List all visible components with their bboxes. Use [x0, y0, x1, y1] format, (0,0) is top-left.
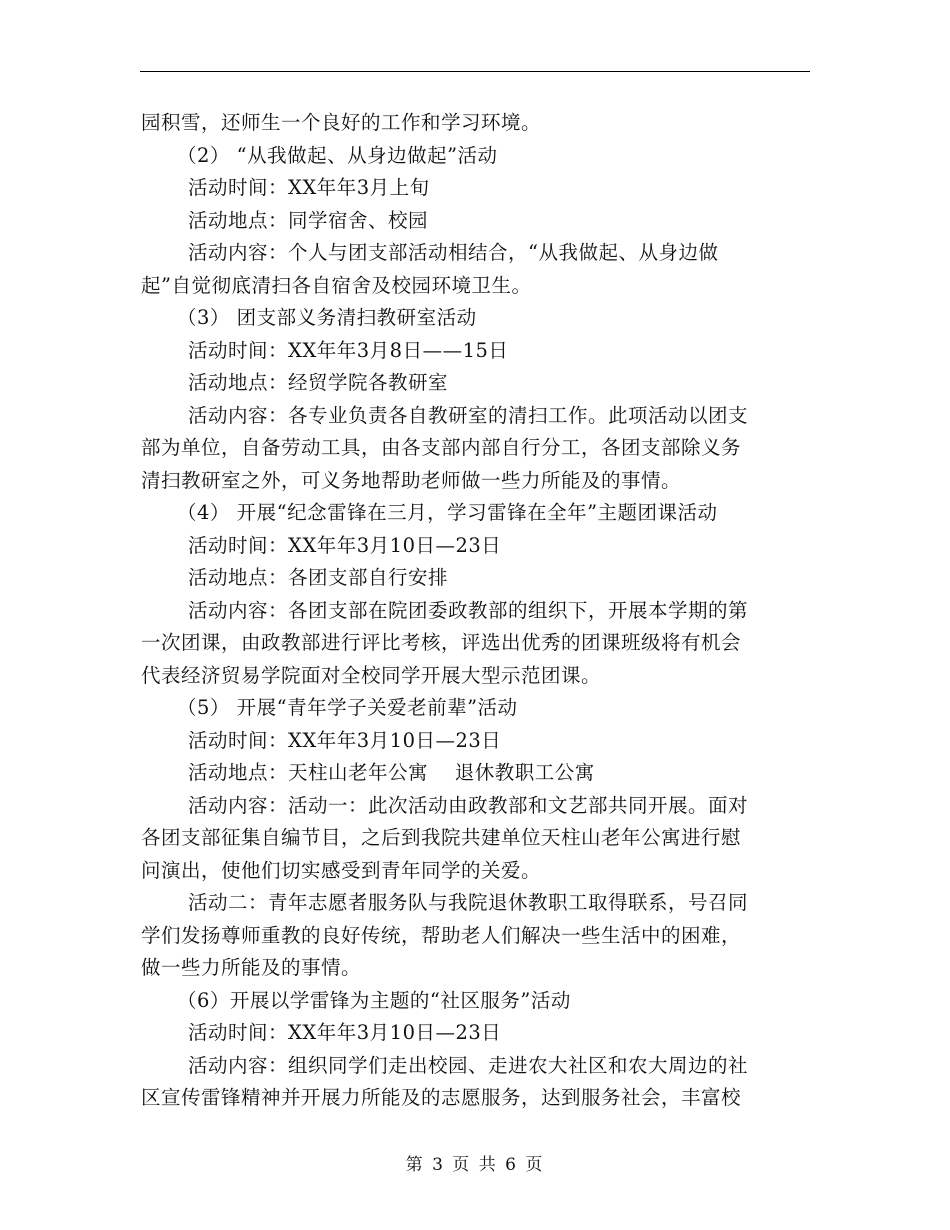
section-heading-6: （6）开展以学雷锋为主题的“社区服务”活动	[177, 988, 571, 1012]
body-line: 部为单位，自备劳动工具，由各支部内部自行分工，各团支部除义务	[141, 436, 742, 459]
activity-time: 活动时间：XX年年3月10日—23日	[188, 1021, 502, 1044]
body-line: 问演出，使他们切实感受到青年同学的关爱。	[141, 858, 542, 882]
activity-content: 活动内容：各团支部在院团委政教部的组织下，开展本学期的第	[188, 598, 749, 622]
activity-content: 活动内容：个人与团支部活动相结合，“从我做起、从身边做	[188, 241, 719, 264]
page-number-footer: 第 3 页 共 6 页	[405, 1155, 545, 1175]
body-line: 学们发扬尊师重教的良好传统，帮助老人们解决一些生活中的困难，	[141, 923, 742, 947]
body-line: 代表经济贸易学院面对全校同学开展大型示范团课。	[141, 663, 602, 687]
body-line: 清扫教研室之外，可义务地帮助老师做一些力所能及的事情。	[141, 468, 682, 492]
activity-location: 活动地点：天柱山老年公寓 退休教职工公寓	[188, 761, 595, 784]
activity-location: 活动地点：各团支部自行安排	[188, 566, 449, 589]
activity-time: 活动时间：XX年年3月上旬	[188, 176, 430, 199]
header-rule	[140, 71, 810, 72]
body-line: 一次团课，由政教部进行评比考核，评选出优秀的团课班级将有机会	[141, 631, 742, 654]
activity-time: 活动时间：XX年年3月10日—23日	[188, 728, 502, 752]
document-body	[141, 107, 813, 1115]
body-line: 园积雪，还师生一个良好的工作和学习环境。	[141, 111, 542, 134]
section-heading-4: （4） 开展“纪念雷锋在三月，学习雷锋在全年”主题团课活动	[177, 501, 718, 524]
activity-content: 活动内容：各专业负责各自教研室的清扫工作。此项活动以团支	[188, 403, 749, 427]
activity-time: 活动时间：XX年年3月10日—23日	[188, 533, 502, 557]
section-heading-5: （5） 开展“青年学子关爱老前辈”活动	[177, 696, 518, 719]
activity-content: 活动内容：组织同学们走出校园、走进农大社区和农大周边的社	[188, 1053, 749, 1077]
body-line: 起”自觉彻底清扫各自宿舍及校园环境卫生。	[141, 273, 532, 297]
body-line: 各团支部征集自编节目，之后到我院共建单位天柱山老年公寓进行慰	[141, 826, 742, 849]
activity-content: 活动二：青年志愿者服务队与我院退休教职工取得联系，号召同	[188, 891, 749, 914]
section-heading-2: （2） “从我做起、从身边做起”活动	[177, 143, 498, 167]
body-line: 做一些力所能及的事情。	[141, 956, 362, 979]
section-heading-3: （3） 团支部义务清扫教研室活动	[177, 306, 477, 329]
activity-location: 活动地点：经贸学院各教研室	[188, 371, 449, 394]
activity-location: 活动地点：同学宿舍、校园	[188, 208, 429, 232]
body-line: 区宣传雷锋精神并开展力所能及的志愿服务，达到服务社会，丰富校	[141, 1086, 742, 1109]
activity-time: 活动时间：XX年年3月8日——15日	[188, 338, 509, 362]
activity-content: 活动内容：活动一：此次活动由政教部和文艺部共同开展。面对	[188, 793, 749, 817]
